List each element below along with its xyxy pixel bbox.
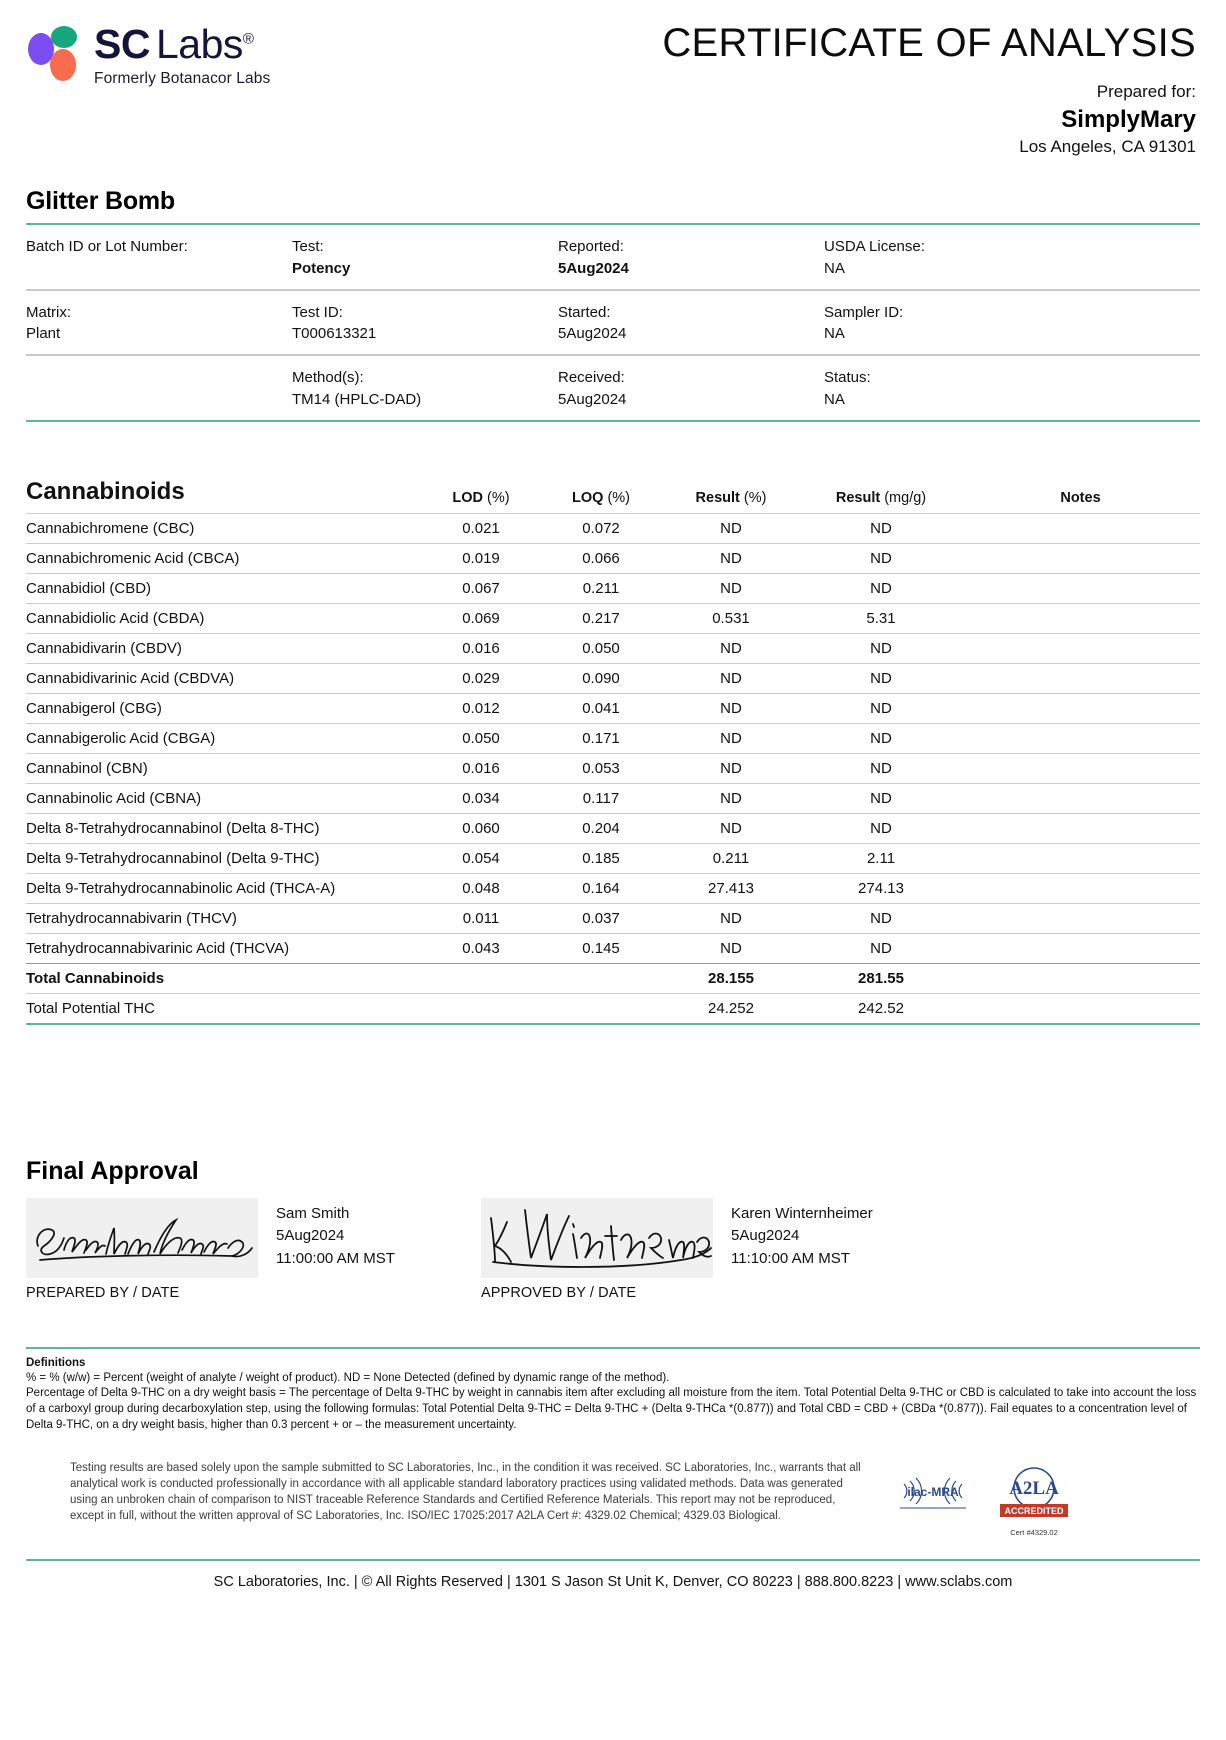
logo	[26, 22, 586, 88]
info-row-3	[26, 356, 1200, 420]
cell-loq: 0.204	[541, 813, 661, 843]
cell-analyte-name: Delta 9-Tetrahydrocannabinol (Delta 9-THC)	[26, 843, 421, 873]
cell-result-pct: ND	[661, 663, 801, 693]
info-label: Test:	[292, 238, 324, 255]
cell-notes	[961, 813, 1200, 843]
registered-mark-icon: ®	[242, 30, 254, 48]
prepared-for-label: Prepared for:	[1096, 82, 1196, 101]
cell-analyte-name: Cannabidiolic Acid (CBDA)	[26, 603, 421, 633]
cell-lod: 0.011	[421, 903, 541, 933]
cannabinoids-table	[26, 478, 1200, 1023]
info-cell-sampler-id	[824, 291, 1200, 355]
info-value: TM14 (HPLC-DAD)	[292, 390, 422, 408]
table-row	[26, 633, 1200, 663]
cell-analyte-name: Tetrahydrocannabivarinic Acid (THCVA)	[26, 933, 421, 963]
signature-image-sam-smith	[26, 1198, 258, 1278]
info-value: Potency	[292, 259, 351, 277]
table-row	[26, 753, 1200, 783]
info-value: NA	[824, 259, 845, 277]
info-cell-status	[824, 356, 1200, 420]
info-row-2	[26, 291, 1200, 355]
cell-loq: 0.066	[541, 543, 661, 573]
cell-result-pct: 24.252	[661, 993, 801, 1023]
col-label: LOD	[452, 489, 483, 506]
info-value: Plant	[26, 325, 61, 343]
cell-result-pct: ND	[661, 693, 801, 723]
info-value: T000613321	[292, 325, 377, 343]
a2la-accredited-badge	[990, 1464, 1078, 1537]
cell-loq: 0.164	[541, 873, 661, 903]
info-label: Reported:	[558, 238, 624, 255]
info-cell-batch	[26, 225, 292, 289]
cell-analyte-name: Cannabigerolic Acid (CBGA)	[26, 723, 421, 753]
logo-tagline: Formerly Botanacor Labs	[94, 70, 271, 87]
cell-lod	[421, 993, 541, 1023]
table-row	[26, 843, 1200, 873]
cell-result-mgg: ND	[801, 693, 961, 723]
cell-result-mgg: 274.13	[801, 873, 961, 903]
cell-notes	[961, 723, 1200, 753]
definitions-line-2: Percentage of Delta 9-THC on a dry weight basis = The percentage of Delta 9-THC by weight in cannabis item after excluding all moisture from the item. Total Potential Delta 9-THC or CBD is calculated to take into account the loss of a carboxyl group during decarboxylation step, using the following formulas: Total Potential Delta 9-THC = Delta 9-THC + (Delta 9-THCa *(0.877)) and Total CBD = CBD + (CBDa *(0.877)). Fail equates to a concentration level of Delta 9-THC, on a dry weight basis, higher than 0.3 percent + or – the measurement uncertainty.	[26, 1387, 1197, 1431]
cell-result-pct: ND	[661, 573, 801, 603]
table-row	[26, 543, 1200, 573]
table-row	[26, 783, 1200, 813]
cell-result-mgg: ND	[801, 903, 961, 933]
cell-result-pct: ND	[661, 513, 801, 543]
col-unit: (mg/g)	[884, 489, 927, 506]
cell-result-mgg: ND	[801, 783, 961, 813]
accreditation-badges	[890, 1460, 1078, 1537]
info-value: NA	[824, 390, 845, 408]
cell-result-pct: 27.413	[661, 873, 801, 903]
cell-loq: 0.090	[541, 663, 661, 693]
cell-lod: 0.021	[421, 513, 541, 543]
signature-inner	[26, 1198, 481, 1278]
signature-inner	[481, 1198, 936, 1278]
info-cell-received	[558, 356, 824, 420]
cell-analyte-name: Cannabinolic Acid (CBNA)	[26, 783, 421, 813]
cell-analyte-name: Total Potential THC	[26, 993, 421, 1023]
table-row	[26, 933, 1200, 963]
cell-loq: 0.211	[541, 573, 661, 603]
signature-image-karen-winternheimer	[481, 1198, 713, 1278]
cell-notes	[961, 873, 1200, 903]
cell-loq: 0.072	[541, 513, 661, 543]
table-header-row	[26, 478, 1200, 514]
footer-text: SC Laboratories, Inc. | © All Rights Reserved | 1301 S Jason St Unit K, Denver, CO 80223 | 888.800.8223 | www.sclabs.com	[213, 1573, 1013, 1590]
svg-text:A2LA: A2LA	[1009, 1477, 1059, 1499]
table-row	[26, 603, 1200, 633]
cell-loq: 0.041	[541, 693, 661, 723]
cell-loq: 0.185	[541, 843, 661, 873]
column-header-loq	[541, 478, 661, 514]
svg-text:ilac-MRA: ilac-MRA	[907, 1484, 959, 1499]
cell-notes	[961, 573, 1200, 603]
cell-result-pct: ND	[661, 543, 801, 573]
cell-analyte-name: Cannabichromene (CBC)	[26, 513, 421, 543]
sample-name: Glitter Bomb	[26, 187, 175, 215]
table-row	[26, 993, 1200, 1023]
signatory-time: 11:00:00 AM MST	[276, 1250, 395, 1268]
info-row-1	[26, 225, 1200, 289]
col-unit: (%)	[743, 489, 767, 506]
cell-result-mgg: 242.52	[801, 993, 961, 1023]
table-row	[26, 723, 1200, 753]
info-value: 5Aug2024	[558, 259, 629, 277]
definitions-section	[26, 1347, 1200, 1434]
brand-block	[26, 22, 586, 88]
cell-notes	[961, 753, 1200, 783]
definitions-line-1: % = % (w/w) = Percent (weight of analyte / weight of product). ND = None Detected (defined by dynamic range of the method).	[26, 1371, 670, 1384]
column-header-result-mgg	[801, 478, 961, 514]
cell-analyte-name: Cannabinol (CBN)	[26, 753, 421, 783]
info-value: NA	[824, 325, 845, 343]
cannabinoids-table-head	[26, 478, 1200, 514]
cell-notes	[961, 603, 1200, 633]
cannabinoids-section	[26, 478, 1200, 1025]
signature-block-prepared-by	[26, 1198, 481, 1301]
cell-loq: 0.217	[541, 603, 661, 633]
cell-lod: 0.048	[421, 873, 541, 903]
cell-notes	[961, 783, 1200, 813]
cell-result-pct: ND	[661, 813, 801, 843]
info-label: Test ID:	[292, 303, 343, 321]
signatory-time: 11:10:00 AM MST	[731, 1250, 850, 1268]
info-label: Method(s):	[292, 369, 364, 386]
cell-analyte-name: Cannabidivarin (CBDV)	[26, 633, 421, 663]
signature-caption-approved-by: APPROVED BY / DATE	[481, 1284, 637, 1301]
disclaimer-text: Testing results are based solely upon the sample submitted to SC Laboratories, Inc., in the condition it was received. SC Laboratories, Inc., warrants that all analytical work is conducted professionally in accordance with all applicable standard laboratory practices using validated methods. Data was generated using an unbroken chain of comparison to NIST traceable Reference Standards and Certified Reference Materials. This report may not be reproduced, except in full, without the written approval of SC Laboratories, Inc. ISO/IEC 17025:2017 A2LA Cert #: 4329.02 Chemical; 4329.03 Biological.	[70, 1461, 861, 1523]
logo-word	[94, 21, 254, 67]
cell-result-mgg: ND	[801, 933, 961, 963]
cell-notes	[961, 543, 1200, 573]
definitions-title: Definitions	[26, 1356, 86, 1369]
cell-notes	[961, 933, 1200, 963]
signature-row	[26, 1198, 1200, 1301]
signatory-date: 5Aug2024	[731, 1227, 800, 1245]
cell-analyte-name: Cannabigerol (CBG)	[26, 693, 421, 723]
certificate-number: Cert #4329.02	[1010, 1527, 1058, 1537]
cell-result-pct: ND	[661, 723, 801, 753]
cell-notes	[961, 963, 1200, 993]
cell-result-pct: ND	[661, 903, 801, 933]
col-unit: (%)	[607, 489, 630, 506]
cell-lod: 0.069	[421, 603, 541, 633]
cell-analyte-name: Cannabichromenic Acid (CBCA)	[26, 543, 421, 573]
cell-notes	[961, 843, 1200, 873]
cell-result-pct: 28.155	[661, 963, 801, 993]
cell-analyte-name: Cannabidiol (CBD)	[26, 573, 421, 603]
info-cell-matrix	[26, 291, 292, 355]
cell-result-mgg: ND	[801, 513, 961, 543]
col-label: LOQ	[571, 489, 604, 506]
table-row	[26, 963, 1200, 993]
table-row	[26, 663, 1200, 693]
sc-labs-logo-icon	[26, 23, 84, 87]
cell-notes	[961, 633, 1200, 663]
cell-result-pct: 0.531	[661, 603, 801, 633]
cell-result-mgg: ND	[801, 633, 961, 663]
info-label: Matrix:	[26, 303, 71, 321]
cell-loq: 0.145	[541, 933, 661, 963]
cell-loq: 0.037	[541, 903, 661, 933]
cell-notes	[961, 513, 1200, 543]
info-label: Started:	[558, 303, 611, 321]
cell-lod: 0.019	[421, 543, 541, 573]
col-label: Result	[835, 489, 881, 506]
cell-loq: 0.171	[541, 723, 661, 753]
table-row	[26, 573, 1200, 603]
client-address: Los Angeles, CA 91301	[1019, 137, 1196, 156]
info-cell-usda-license	[824, 225, 1200, 289]
info-label: Batch ID or Lot Number:	[26, 238, 188, 255]
header-right	[586, 22, 1200, 157]
table-row	[26, 513, 1200, 543]
client-name: SimplyMary	[1061, 106, 1196, 133]
cell-loq: 0.117	[541, 783, 661, 813]
cell-result-mgg: ND	[801, 573, 961, 603]
cell-analyte-name: Tetrahydrocannabivarin (THCV)	[26, 903, 421, 933]
info-label: Status:	[824, 369, 871, 386]
signature-meta-sam-smith	[276, 1198, 395, 1271]
info-label: Received:	[558, 369, 625, 386]
cell-lod: 0.050	[421, 723, 541, 753]
cell-lod: 0.067	[421, 573, 541, 603]
signature-block-approved-by	[481, 1198, 936, 1301]
column-header-result-pct	[661, 478, 801, 514]
cell-result-mgg: ND	[801, 753, 961, 783]
cell-lod: 0.016	[421, 753, 541, 783]
sample-info-table	[26, 223, 1200, 422]
column-header-name: Cannabinoids	[26, 477, 185, 505]
cell-lod: 0.016	[421, 633, 541, 663]
col-label: Result	[695, 489, 740, 506]
info-value: 5Aug2024	[558, 325, 627, 343]
ilac-mra-badge	[890, 1464, 976, 1525]
col-unit: (%)	[487, 489, 510, 506]
cell-result-mgg: 281.55	[801, 963, 961, 993]
cell-analyte-name: Delta 9-Tetrahydrocannabinolic Acid (THCA-A)	[26, 873, 421, 903]
page-header	[26, 0, 1200, 157]
signature-meta-karen-winternheimer	[731, 1198, 873, 1271]
info-label: USDA License:	[824, 238, 925, 255]
info-bottom-rule	[26, 420, 1200, 422]
cell-notes	[961, 993, 1200, 1023]
cell-result-pct: ND	[661, 633, 801, 663]
cell-result-pct: ND	[661, 783, 801, 813]
info-cell-test-id	[292, 291, 558, 355]
info-cell-methods	[292, 356, 558, 420]
cell-lod: 0.029	[421, 663, 541, 693]
cell-loq: 0.053	[541, 753, 661, 783]
table-row	[26, 873, 1200, 903]
svg-text:ACCREDITED: ACCREDITED	[1004, 1505, 1064, 1516]
cell-lod: 0.054	[421, 843, 541, 873]
cell-loq	[541, 963, 661, 993]
signatory-name: Sam Smith	[276, 1204, 350, 1222]
final-approval-section	[26, 1157, 1200, 1301]
cell-analyte-name: Delta 8-Tetrahydrocannabinol (Delta 8-THC)	[26, 813, 421, 843]
column-header-notes: Notes	[1060, 489, 1101, 506]
info-cell-test	[292, 225, 558, 289]
info-cell-reported	[558, 225, 824, 289]
table-row	[26, 813, 1200, 843]
cell-result-pct: ND	[661, 753, 801, 783]
cell-lod	[421, 963, 541, 993]
cell-analyte-name: Cannabidivarinic Acid (CBDVA)	[26, 663, 421, 693]
cell-analyte-name: Total Cannabinoids	[26, 963, 421, 993]
cell-loq: 0.050	[541, 633, 661, 663]
cell-result-mgg: 5.31	[801, 603, 961, 633]
cell-result-mgg: ND	[801, 813, 961, 843]
logo-wordmark	[94, 22, 270, 88]
cell-notes	[961, 693, 1200, 723]
cell-lod: 0.060	[421, 813, 541, 843]
table-row	[26, 903, 1200, 933]
cell-result-mgg: ND	[801, 663, 961, 693]
cell-loq	[541, 993, 661, 1023]
cell-result-pct: 0.211	[661, 843, 801, 873]
cell-result-mgg: ND	[801, 723, 961, 753]
logo-word-labs: Labs	[155, 21, 243, 67]
info-cell-empty	[26, 356, 292, 420]
logo-word-sc: SC	[94, 21, 150, 67]
cannabinoids-bottom-rule	[26, 1023, 1200, 1025]
column-header-lod	[421, 478, 541, 514]
signatory-name: Karen Winternheimer	[731, 1204, 873, 1222]
disclaimer-section	[26, 1460, 1200, 1537]
info-label: Sampler ID:	[824, 303, 904, 321]
page-title: CERTIFICATE OF ANALYSIS	[662, 21, 1196, 65]
signature-caption-prepared-by: PREPARED BY / DATE	[26, 1284, 180, 1301]
final-approval-title: Final Approval	[26, 1156, 199, 1185]
cell-result-mgg: 2.11	[801, 843, 961, 873]
info-value: 5Aug2024	[558, 390, 627, 408]
cell-result-pct: ND	[661, 933, 801, 963]
cell-notes	[961, 903, 1200, 933]
table-row	[26, 693, 1200, 723]
cell-lod: 0.043	[421, 933, 541, 963]
cell-notes	[961, 663, 1200, 693]
cell-lod: 0.012	[421, 693, 541, 723]
signatory-date: 5Aug2024	[276, 1227, 345, 1245]
cell-result-mgg: ND	[801, 543, 961, 573]
info-cell-started	[558, 291, 824, 355]
cell-lod: 0.034	[421, 783, 541, 813]
cannabinoids-table-body	[26, 513, 1200, 1023]
